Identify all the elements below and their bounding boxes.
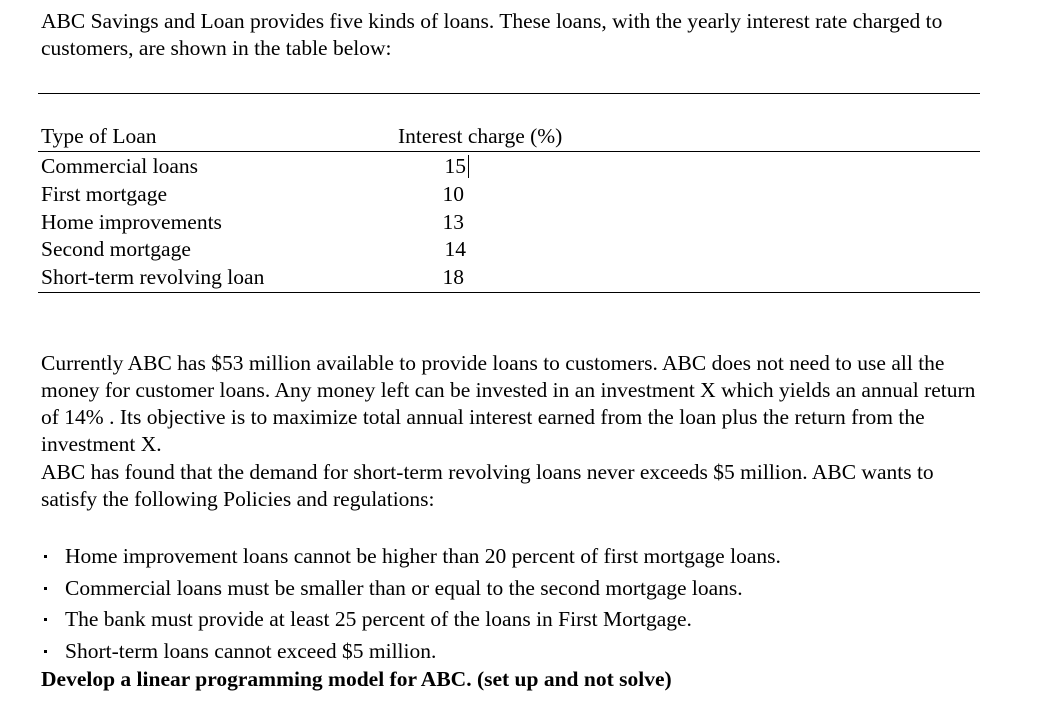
table-top-rule <box>38 93 980 94</box>
table-row-type: Commercial loans <box>41 154 199 178</box>
table-row-type: First mortgage <box>41 182 167 206</box>
policy-text: Commercial loans must be smaller than or equal to the second mortgage loans. <box>65 575 743 600</box>
table-header-rate: Interest charge (%) <box>398 124 563 148</box>
funding-paragraph: Currently ABC has $53 million available to provide loans to customers. ABC does not need to use all the money for customer loans. Any money left can be invested in an investment X which yields an annual return of 14% . Its objective is to maximize total annual interest earned from the loan plus the return from the investment X. <box>41 351 976 456</box>
table-header-type: Type of Loan <box>41 124 157 148</box>
list-item <box>41 638 781 670</box>
table-row-rate: 14 <box>444 237 466 261</box>
bullet-icon <box>44 618 47 621</box>
bullet-icon <box>44 650 47 653</box>
table-row-rate: 13 <box>442 210 464 234</box>
table-header-rule <box>38 151 980 152</box>
task-instruction: Develop a linear programming model for ABC. (set up and not solve) <box>41 667 672 691</box>
intro-paragraph: ABC Savings and Loan provides five kinds of loans. These loans, with the yearly interest rate charged to customers, are shown in the table below: <box>41 9 943 60</box>
policy-text: The bank must provide at least 25 percent of the loans in First Mortgage. <box>65 607 692 631</box>
table-row-type: Home improvements <box>41 210 222 234</box>
list-item <box>41 606 781 638</box>
table-row-type: Short-term revolving loan <box>41 265 265 289</box>
bullet-icon <box>44 555 47 558</box>
text-cursor <box>468 155 469 178</box>
demand-paragraph: ABC has found that the demand for short-term revolving loans never exceeds $5 million. ABC wants to satisfy the following Policies and regulations: <box>41 460 934 511</box>
table-row-rate: 15 <box>444 154 466 178</box>
table-row-rate: 10 <box>442 182 464 206</box>
list-item <box>41 543 781 575</box>
bullet-icon <box>44 587 47 590</box>
table-row-rate: 18 <box>442 265 464 289</box>
policy-text: Home improvement loans cannot be higher than 20 percent of first mortgage loans. <box>65 544 781 568</box>
list-item <box>41 575 781 607</box>
policy-text: Short-term loans cannot exceed $5 million. <box>65 638 437 663</box>
table-row-type: Second mortgage <box>41 237 191 261</box>
policy-list <box>41 543 781 669</box>
table-bottom-rule <box>38 292 980 293</box>
